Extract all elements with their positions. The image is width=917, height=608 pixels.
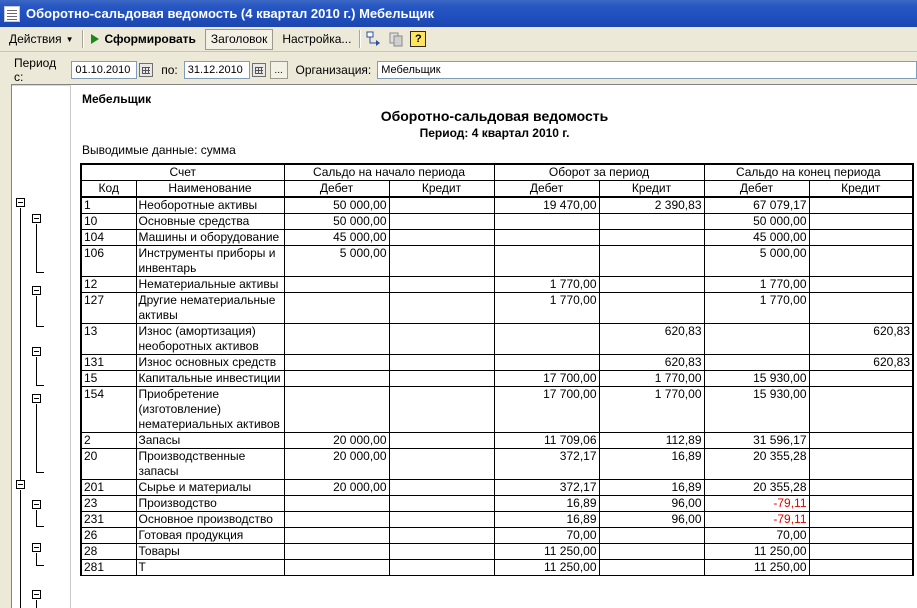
- cell-oc[interactable]: [389, 512, 494, 528]
- cell-cd[interactable]: -79,11: [704, 496, 809, 512]
- collapse-group-icon[interactable]: [16, 198, 25, 207]
- cell-oc[interactable]: [389, 449, 494, 480]
- toolbar-separator: [82, 30, 83, 48]
- cell-cc[interactable]: [809, 544, 913, 560]
- cell-td[interactable]: [494, 230, 599, 246]
- window-title: Оборотно-сальдовая ведомость (4 квартал 2010 г.) Мебельщик: [26, 6, 434, 21]
- header-opening-balance: Сальдо на начало периода: [284, 164, 494, 181]
- cell-cd[interactable]: [704, 324, 809, 355]
- cell-name[interactable]: Готовая продукция: [136, 528, 284, 544]
- calendar-icon[interactable]: [139, 63, 153, 77]
- cell-od[interactable]: 50 000,00: [284, 214, 389, 230]
- play-icon: [91, 34, 99, 44]
- settings-button[interactable]: [277, 29, 356, 50]
- cell-tc[interactable]: 96,00: [599, 496, 704, 512]
- cell-oc[interactable]: [389, 355, 494, 371]
- cell-cd[interactable]: 20 355,28: [704, 480, 809, 496]
- cell-td[interactable]: 11 250,00: [494, 560, 599, 576]
- cell-cc[interactable]: [809, 277, 913, 293]
- cell-cc[interactable]: 620,83: [809, 355, 913, 371]
- table-row[interactable]: [81, 277, 913, 293]
- cell-oc[interactable]: [389, 230, 494, 246]
- grouping-gutter: [12, 85, 71, 608]
- cell-name[interactable]: Т: [136, 560, 284, 576]
- cell-oc[interactable]: [389, 293, 494, 324]
- cell-tc[interactable]: 620,83: [599, 324, 704, 355]
- cell-tc[interactable]: [599, 230, 704, 246]
- cell-cc[interactable]: [809, 480, 913, 496]
- help-icon: ?: [410, 31, 426, 47]
- cell-cc[interactable]: [809, 371, 913, 387]
- cell-td[interactable]: [494, 214, 599, 230]
- cell-oc[interactable]: [389, 371, 494, 387]
- cell-tc[interactable]: [599, 293, 704, 324]
- cell-od[interactable]: [284, 371, 389, 387]
- cell-od[interactable]: [284, 512, 389, 528]
- header-credit: Кредит: [809, 181, 913, 198]
- cell-cd[interactable]: 67 079,17: [704, 197, 809, 214]
- cell-cc[interactable]: [809, 433, 913, 449]
- generate-button[interactable]: [86, 29, 201, 50]
- table-row[interactable]: [81, 387, 913, 433]
- header-account: Счет: [81, 164, 284, 181]
- collapse-group-icon[interactable]: [32, 286, 41, 295]
- toolbar: [0, 27, 917, 52]
- cell-name[interactable]: Основные средства: [136, 214, 284, 230]
- cell-od[interactable]: [284, 355, 389, 371]
- cell-cd[interactable]: 45 000,00: [704, 230, 809, 246]
- report-title: Оборотно-сальдовая ведомость: [380, 108, 609, 124]
- cell-cd[interactable]: 20 355,28: [704, 449, 809, 480]
- cell-name[interactable]: Необоротные активы: [136, 197, 284, 214]
- table-row[interactable]: [81, 371, 913, 387]
- cell-code[interactable]: 15: [81, 371, 136, 387]
- cell-od[interactable]: [284, 324, 389, 355]
- cell-name[interactable]: Нематериальные активы: [136, 277, 284, 293]
- cell-cd[interactable]: 15 930,00: [704, 371, 809, 387]
- table-row[interactable]: [81, 197, 913, 214]
- cell-oc[interactable]: [389, 496, 494, 512]
- cell-cd[interactable]: 70,00: [704, 528, 809, 544]
- actions-menu-button[interactable]: [4, 29, 79, 50]
- cell-name[interactable]: Износ (амортизация) необоротных активов: [136, 324, 284, 355]
- cell-tc[interactable]: [599, 214, 704, 230]
- cell-code[interactable]: 28: [81, 544, 136, 560]
- table-row[interactable]: [81, 449, 913, 480]
- turnover-balance-table: [80, 163, 914, 576]
- table-row[interactable]: [81, 293, 913, 324]
- cell-td[interactable]: [494, 324, 599, 355]
- cell-name[interactable]: Производственные запасы: [136, 449, 284, 480]
- cell-code[interactable]: 201: [81, 480, 136, 496]
- cell-oc[interactable]: [389, 544, 494, 560]
- cell-code[interactable]: 12: [81, 277, 136, 293]
- header-turnover: Оборот за период: [494, 164, 704, 181]
- cell-code[interactable]: 2: [81, 433, 136, 449]
- report-area: [11, 84, 917, 608]
- cell-od[interactable]: [284, 387, 389, 433]
- report-document-icon: [4, 6, 20, 22]
- cell-cc[interactable]: [809, 230, 913, 246]
- cell-cc[interactable]: [809, 449, 913, 480]
- cell-cd[interactable]: 5 000,00: [704, 246, 809, 277]
- cell-oc[interactable]: [389, 560, 494, 576]
- period-filter-row: [0, 58, 917, 82]
- cell-cc[interactable]: [809, 387, 913, 433]
- window-title-bar: [0, 0, 917, 27]
- collapse-group-icon[interactable]: [32, 347, 41, 356]
- cell-cc[interactable]: 620,83: [809, 324, 913, 355]
- collapse-tree-icon: [388, 31, 404, 47]
- cell-oc[interactable]: [389, 433, 494, 449]
- cell-cd[interactable]: 1 770,00: [704, 277, 809, 293]
- table-row[interactable]: [81, 355, 913, 371]
- collapse-group-icon[interactable]: [32, 590, 41, 599]
- cell-oc[interactable]: [389, 387, 494, 433]
- cell-tc[interactable]: [599, 560, 704, 576]
- report-organization: Мебельщик: [82, 92, 152, 106]
- settings-label: Настройка...: [282, 32, 352, 46]
- header-label: Заголовок: [210, 32, 268, 46]
- cell-code[interactable]: 13: [81, 324, 136, 355]
- header-debit: Дебет: [494, 181, 599, 198]
- cell-td[interactable]: 11 709,06: [494, 433, 599, 449]
- cell-name[interactable]: Другие нематериальные активы: [136, 293, 284, 324]
- period-to-input[interactable]: [184, 61, 250, 79]
- cell-td[interactable]: 11 250,00: [494, 544, 599, 560]
- table-row[interactable]: [81, 480, 913, 496]
- table-row[interactable]: [81, 324, 913, 355]
- cell-code[interactable]: 104: [81, 230, 136, 246]
- organization-input[interactable]: [377, 61, 917, 79]
- period-to-label: по:: [161, 63, 178, 77]
- cell-td[interactable]: [494, 355, 599, 371]
- organization-label: Организация:: [295, 63, 372, 77]
- cell-tc[interactable]: [599, 277, 704, 293]
- expand-tree-button[interactable]: [365, 30, 383, 48]
- cell-cc[interactable]: [809, 246, 913, 277]
- cell-td[interactable]: 372,17: [494, 449, 599, 480]
- header-toggle-button[interactable]: [205, 29, 273, 50]
- header-closing-balance: Сальдо на конец периода: [704, 164, 913, 181]
- cell-code[interactable]: 106: [81, 246, 136, 277]
- cell-name[interactable]: Товары: [136, 544, 284, 560]
- cell-cc[interactable]: [809, 197, 913, 214]
- cell-td[interactable]: 19 470,00: [494, 197, 599, 214]
- cell-od[interactable]: [284, 293, 389, 324]
- cell-td[interactable]: 372,17: [494, 480, 599, 496]
- collapse-group-icon[interactable]: [32, 214, 41, 223]
- cell-td[interactable]: [494, 246, 599, 277]
- cell-td[interactable]: 17 700,00: [494, 371, 599, 387]
- cell-td[interactable]: 1 770,00: [494, 293, 599, 324]
- cell-td[interactable]: 16,89: [494, 512, 599, 528]
- cell-od[interactable]: [284, 528, 389, 544]
- cell-code[interactable]: 26: [81, 528, 136, 544]
- cell-cd[interactable]: 15 930,00: [704, 387, 809, 433]
- chevron-down-icon: ▼: [65, 34, 74, 44]
- expand-tree-icon: [366, 31, 382, 47]
- cell-cd[interactable]: [704, 355, 809, 371]
- cell-code[interactable]: 131: [81, 355, 136, 371]
- cell-cc[interactable]: [809, 214, 913, 230]
- period-select-button[interactable]: ...: [270, 61, 288, 79]
- cell-oc[interactable]: [389, 214, 494, 230]
- report-period: Период: 4 квартал 2010 г.: [419, 126, 570, 140]
- cell-name[interactable]: Машины и оборудование: [136, 230, 284, 246]
- cell-cd[interactable]: 11 250,00: [704, 544, 809, 560]
- cell-td[interactable]: 1 770,00: [494, 277, 599, 293]
- cell-tc[interactable]: 2 390,83: [599, 197, 704, 214]
- cell-cc[interactable]: [809, 293, 913, 324]
- cell-od[interactable]: [284, 277, 389, 293]
- cell-od[interactable]: 50 000,00: [284, 197, 389, 214]
- cell-tc[interactable]: [599, 544, 704, 560]
- actions-label: Действия: [9, 32, 62, 46]
- cell-name[interactable]: Производство: [136, 496, 284, 512]
- cell-tc[interactable]: 16,89: [599, 480, 704, 496]
- cell-cc[interactable]: [809, 560, 913, 576]
- cell-code[interactable]: 154: [81, 387, 136, 433]
- cell-name[interactable]: Запасы: [136, 433, 284, 449]
- cell-oc[interactable]: [389, 277, 494, 293]
- table-row[interactable]: [81, 214, 913, 230]
- cell-tc[interactable]: 96,00: [599, 512, 704, 528]
- calendar-icon[interactable]: [252, 63, 266, 77]
- cell-td[interactable]: 17 700,00: [494, 387, 599, 433]
- table-row[interactable]: [81, 433, 913, 449]
- toolbar-separator: [359, 30, 360, 48]
- collapse-group-icon[interactable]: [16, 480, 25, 489]
- collapse-group-icon[interactable]: [32, 394, 41, 403]
- cell-od[interactable]: [284, 544, 389, 560]
- cell-tc[interactable]: 16,89: [599, 449, 704, 480]
- cell-cd[interactable]: 31 596,17: [704, 433, 809, 449]
- cell-oc[interactable]: [389, 324, 494, 355]
- cell-td[interactable]: 70,00: [494, 528, 599, 544]
- cell-name[interactable]: Основное производство: [136, 512, 284, 528]
- period-from-input[interactable]: [71, 61, 137, 79]
- cell-tc[interactable]: [599, 528, 704, 544]
- cell-cd[interactable]: 1 770,00: [704, 293, 809, 324]
- table-row[interactable]: [81, 560, 913, 576]
- period-from-label: Период с:: [14, 56, 57, 84]
- table-row[interactable]: [81, 496, 913, 512]
- header-name: Наименование: [136, 181, 284, 198]
- cell-cd[interactable]: -79,11: [704, 512, 809, 528]
- cell-od[interactable]: 45 000,00: [284, 230, 389, 246]
- table-row[interactable]: [81, 230, 913, 246]
- cell-cd[interactable]: 50 000,00: [704, 214, 809, 230]
- help-button[interactable]: [409, 30, 427, 48]
- cell-od[interactable]: 20 000,00: [284, 449, 389, 480]
- cell-code[interactable]: 231: [81, 512, 136, 528]
- cell-cc[interactable]: [809, 528, 913, 544]
- cell-oc[interactable]: [389, 480, 494, 496]
- cell-tc[interactable]: [599, 246, 704, 277]
- cell-name[interactable]: Капитальные инвестиции: [136, 371, 284, 387]
- cell-oc[interactable]: [389, 528, 494, 544]
- cell-od[interactable]: 20 000,00: [284, 480, 389, 496]
- cell-code[interactable]: 10: [81, 214, 136, 230]
- cell-tc[interactable]: 620,83: [599, 355, 704, 371]
- cell-od[interactable]: 5 000,00: [284, 246, 389, 277]
- table-row[interactable]: [81, 512, 913, 528]
- header-code: Код: [81, 181, 136, 198]
- header-debit: Дебет: [704, 181, 809, 198]
- cell-td[interactable]: 16,89: [494, 496, 599, 512]
- header-debit: Дебет: [284, 181, 389, 198]
- report-output-type: Выводимые данные: сумма: [82, 143, 236, 157]
- cell-tc[interactable]: 1 770,00: [599, 371, 704, 387]
- cell-od[interactable]: [284, 496, 389, 512]
- cell-cc[interactable]: [809, 512, 913, 528]
- cell-cc[interactable]: [809, 496, 913, 512]
- header-credit: Кредит: [389, 181, 494, 198]
- generate-label: Сформировать: [104, 32, 196, 46]
- cell-tc[interactable]: 112,89: [599, 433, 704, 449]
- cell-code[interactable]: 127: [81, 293, 136, 324]
- cell-od[interactable]: 20 000,00: [284, 433, 389, 449]
- cell-code[interactable]: 281: [81, 560, 136, 576]
- cell-name[interactable]: Износ основных средств: [136, 355, 284, 371]
- table-row[interactable]: [81, 544, 913, 560]
- table-row[interactable]: [81, 528, 913, 544]
- header-credit: Кредит: [599, 181, 704, 198]
- cell-name[interactable]: Сырье и материалы: [136, 480, 284, 496]
- collapse-tree-button[interactable]: [387, 30, 405, 48]
- collapse-group-icon[interactable]: [32, 543, 41, 552]
- cell-code[interactable]: 20: [81, 449, 136, 480]
- collapse-group-icon[interactable]: [32, 500, 41, 509]
- cell-name[interactable]: Инструменты приборы и инвентарь: [136, 246, 284, 277]
- cell-name[interactable]: Приобретение (изготовление) нематериальных активов: [136, 387, 284, 433]
- cell-oc[interactable]: [389, 246, 494, 277]
- cell-cd[interactable]: 11 250,00: [704, 560, 809, 576]
- table-row[interactable]: [81, 246, 913, 277]
- cell-code[interactable]: 1: [81, 197, 136, 214]
- cell-od[interactable]: [284, 560, 389, 576]
- cell-tc[interactable]: 1 770,00: [599, 387, 704, 433]
- cell-oc[interactable]: [389, 197, 494, 214]
- cell-code[interactable]: 23: [81, 496, 136, 512]
